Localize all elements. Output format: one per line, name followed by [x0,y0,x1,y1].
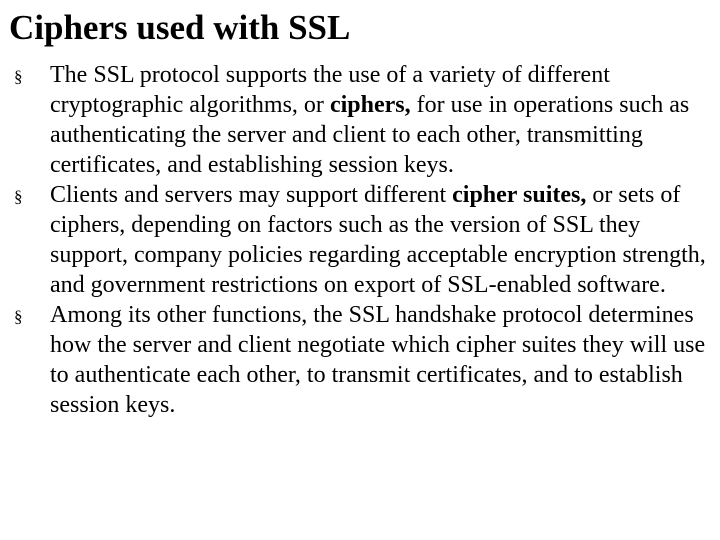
bullet-marker-icon: § [14,67,23,86]
bullet-bold-term: cipher suites, [452,182,587,208]
bullet-text-segment: for use in operations such as authenticating the server and client to each other, transmitting certificates, and establishing session keys. [50,92,690,178]
bullet-item [0,60,720,180]
bullet-text-segment: Among its other functions, the SSL handshake protocol determines how the server and client negotiate which cipher suites they will use to authenticate each other, to transmit certificates, and to establish session keys. [50,302,706,418]
bullet-bold-term: ciphers, [329,92,411,118]
bullet-list [0,60,720,420]
bullet-marker-icon: § [14,187,23,206]
bullet-marker-icon: § [14,307,23,326]
bullet-text [50,62,689,178]
bullet-text-segment: The SSL protocol supports the use of a variety of different cryptographic algorithms, or [50,62,610,118]
bullet-text [50,182,706,298]
bullet-text-segment: or sets of ciphers, depending on factors such as the version of SSL they support, company policies regarding acceptable encryption strength, and government restrictions on export of SSL-enabled software. [50,182,706,298]
bullet-text [50,302,705,418]
slide-title: Ciphers used with SSL [9,8,351,47]
bullet-text-segment: Clients and servers may support different [50,182,453,208]
bullet-item [0,300,720,420]
bullet-item [0,180,720,300]
